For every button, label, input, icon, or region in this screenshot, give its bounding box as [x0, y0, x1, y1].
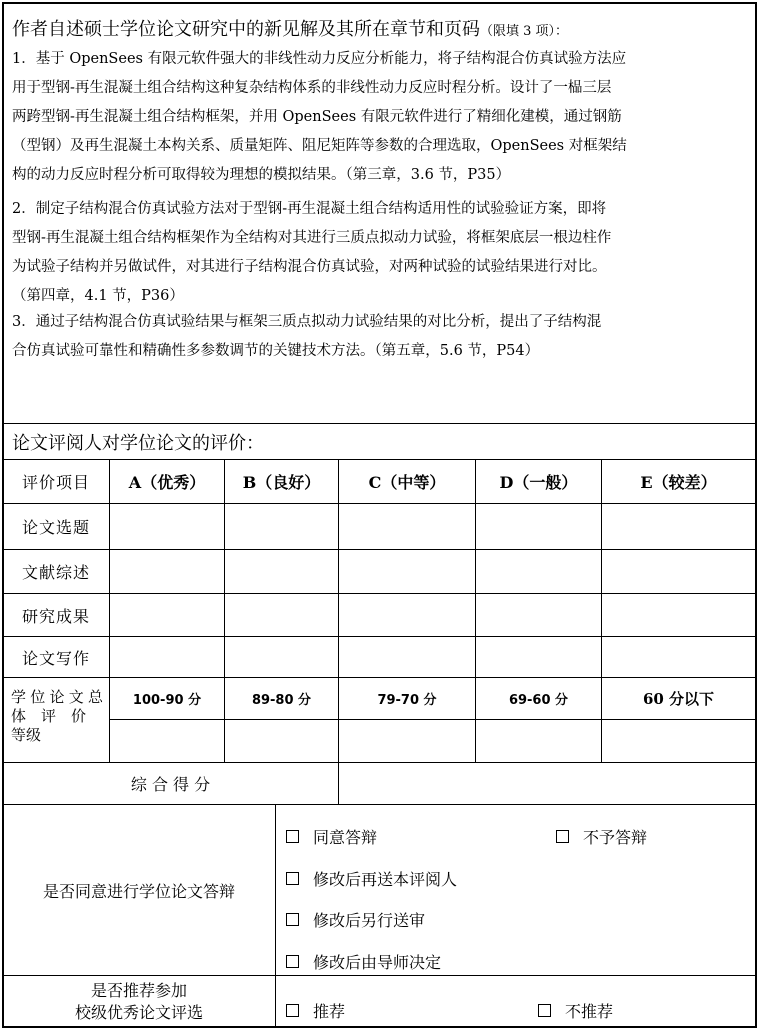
grade-cell[interactable]: [339, 504, 475, 549]
score-range-e: 60 分以下: [642, 690, 715, 708]
grade-cell[interactable]: [339, 550, 475, 593]
header-grade-d: D（一般）: [499, 473, 578, 492]
grade-cell[interactable]: [339, 594, 475, 636]
grade-cell[interactable]: [225, 550, 338, 593]
grade-cell[interactable]: [602, 504, 755, 549]
checkbox-icon[interactable]: [286, 872, 299, 885]
innovation-line: 两跨型钢-再生混凝土组合结构框架，并用 OpenSees 有限元软件进行了精细化建模，通过钢筋: [12, 109, 622, 125]
option-label: 修改后另行送审: [313, 911, 426, 930]
row-label-literature: 文献综述: [21, 563, 90, 582]
checkbox-icon[interactable]: [556, 830, 569, 843]
option-label: 推荐: [313, 1002, 346, 1021]
recommend-question-line2: 校级优秀论文评选: [74, 1003, 203, 1022]
option-revise-advisor[interactable]: [286, 950, 441, 973]
innovation-line: （型钢）及再生混凝土本构关系、质量矩阵、阻尼矩阵等参数的合理选取，OpenSees 对框架结: [12, 138, 627, 154]
recommend-question: [3, 980, 275, 1024]
option-label: 修改后再送本评阅人: [313, 870, 458, 889]
checkbox-icon[interactable]: [286, 1004, 299, 1017]
grade-cell[interactable]: [602, 550, 755, 593]
grade-cell[interactable]: [110, 594, 224, 636]
option-revise-resend[interactable]: [286, 867, 457, 890]
innovation-item-1: [12, 45, 749, 190]
innovations-heading-note: （限填 3 项）：: [480, 24, 569, 39]
innovation-line: 型钢-再生混凝土组合结构框架作为全结构对其进行三质点拟动力试验，将框架底层一根边柱作: [12, 230, 612, 246]
innovation-line: 用于型钢-再生混凝土组合结构这种复杂结构体系的非线性动力反应时程分析。设计了一榀三层: [12, 80, 612, 96]
option-label: 不推荐: [565, 1002, 614, 1021]
overall-grade-cell[interactable]: [339, 720, 475, 762]
defense-question: 是否同意进行学位论文答辩: [42, 881, 235, 901]
innovation-line: 为试验子结构并另做试件，对其进行子结构混合仿真试验，对两种试验的试验结果进行对比。: [12, 259, 607, 275]
grade-cell[interactable]: [339, 637, 475, 677]
overall-grade-label-line: 学位论文总: [11, 688, 103, 706]
header-grade-c: C（中等）: [368, 473, 446, 492]
overall-grade-cell[interactable]: [225, 720, 338, 762]
overall-grade-label: [11, 688, 103, 745]
overall-grade-cell[interactable]: [110, 720, 224, 762]
header-grade-e: E（较差）: [640, 473, 717, 492]
checkbox-icon[interactable]: [538, 1004, 551, 1017]
grade-cell[interactable]: [225, 637, 338, 677]
option-label: 修改后由导师决定: [313, 953, 442, 972]
checkbox-icon[interactable]: [286, 913, 299, 926]
row-label-results: 研究成果: [21, 606, 90, 626]
overall-grade-cell[interactable]: [476, 720, 601, 762]
innovation-item-2: [12, 195, 749, 311]
row-label-writing: 论文写作: [21, 648, 90, 668]
grade-cell[interactable]: [476, 594, 601, 636]
innovation-line: 1．基于 OpenSees 有限元软件强大的非线性动力反应分析能力，将子结构混合仿真试验方法应: [12, 51, 627, 67]
total-score-input[interactable]: [339, 763, 755, 804]
header-criteria: 评价项目: [21, 473, 90, 492]
overall-grade-label-line: 等级: [11, 726, 42, 744]
innovation-line: 合仿真试验可靠性和精确性多参数调节的关键技术方法。（第五章，5.6 节，P54）: [12, 343, 540, 359]
innovation-line: （第四章，4.1 节，P36）: [12, 288, 184, 304]
score-range-c: 79-70 分: [377, 693, 437, 708]
header-grade-b: B（良好）: [242, 473, 321, 492]
score-range-d: 69-60 分: [508, 693, 569, 708]
total-score-label: 综 合 得 分: [130, 775, 211, 794]
option-agree-defense[interactable]: [286, 825, 377, 848]
overall-grade-cell[interactable]: [602, 720, 755, 762]
option-not-recommend[interactable]: [538, 999, 613, 1022]
grade-cell[interactable]: [110, 550, 224, 593]
grade-cell[interactable]: [476, 550, 601, 593]
option-revise-new-review[interactable]: [286, 908, 425, 931]
option-label: 不予答辩: [583, 828, 648, 847]
grade-cell[interactable]: [225, 504, 338, 549]
option-recommend[interactable]: [286, 999, 345, 1022]
grade-cell[interactable]: [110, 504, 224, 549]
option-reject-defense[interactable]: [556, 825, 647, 848]
row-label-topic: 论文选题: [21, 518, 90, 537]
grade-cell[interactable]: [110, 637, 224, 677]
score-range-b: 89-80 分: [251, 693, 312, 708]
innovation-line: 3．通过子结构混合仿真试验结果与框架三质点拟动力试验结果的对比分析，提出了子结构混: [12, 314, 602, 330]
evaluation-title: 论文评阅人对学位论文的评价：: [12, 433, 264, 454]
innovation-line: 2．制定子结构混合仿真试验方法对于型钢-再生混凝土组合结构适用性的试验验证方案，即将: [12, 201, 607, 217]
innovation-line: 构的动力反应时程分析可取得较为理想的模拟结果。（第三章，3.6 节，P35）: [12, 167, 511, 183]
checkbox-icon[interactable]: [286, 955, 299, 968]
overall-grade-label-line: 体 评 价: [11, 707, 87, 725]
grade-cell[interactable]: [476, 504, 601, 549]
grade-cell[interactable]: [602, 637, 755, 677]
recommend-question-line1: 是否推荐参加: [90, 981, 187, 1000]
innovations-heading: [12, 15, 568, 41]
innovation-item-3: [12, 308, 749, 366]
option-label: 同意答辩: [313, 828, 378, 847]
innovations-heading-text: 作者自述硕士学位论文研究中的新见解及其所在章节和页码: [12, 19, 480, 40]
checkbox-icon[interactable]: [286, 830, 299, 843]
grade-cell[interactable]: [476, 637, 601, 677]
score-range-a: 100-90 分: [132, 693, 202, 708]
grade-cell[interactable]: [225, 594, 338, 636]
header-grade-a: A（优秀）: [128, 473, 206, 492]
grade-cell[interactable]: [602, 594, 755, 636]
